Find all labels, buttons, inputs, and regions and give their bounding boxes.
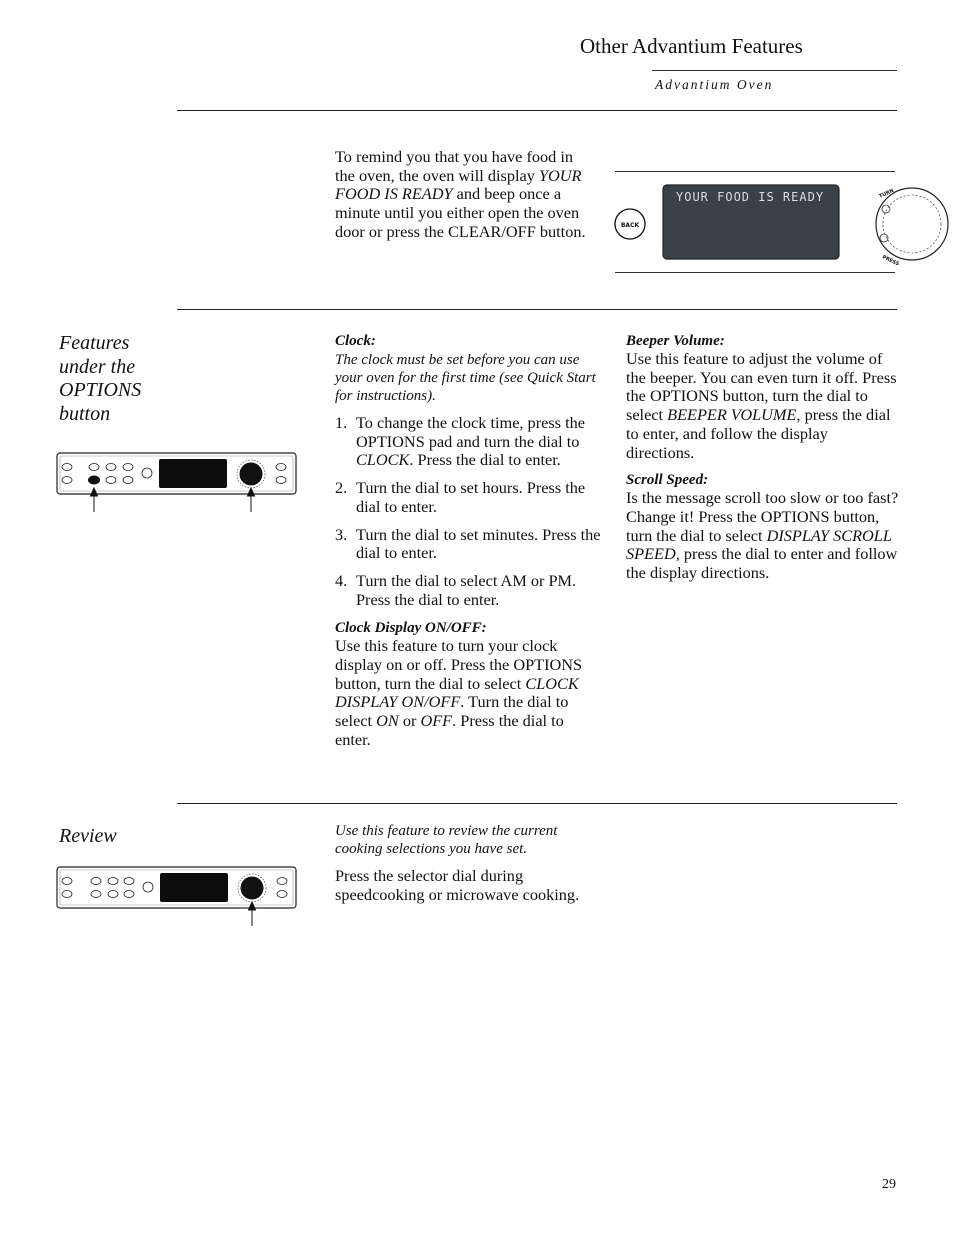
svg-text:TURN: TURN <box>878 187 895 200</box>
clock-display-text: Use this feature to turn your clock display on or off. Press the OPTIONS button, turn the dial to select CLOCK DISPLAY ON/OFF. Turn the dial to select ON or OFF. Press the dial to enter. <box>335 636 583 749</box>
review-text: Press the selector dial during speedcooking or microwave cooking. <box>335 866 580 904</box>
clock-note: The clock must be set before you can use your oven for the first time (see Quick Start for instructions). <box>335 352 596 404</box>
beeper-column <box>626 332 900 583</box>
selector-dial-icon <box>876 188 948 268</box>
review-column <box>335 822 597 904</box>
section-rule-3 <box>177 803 897 804</box>
list-item: 4. Turn the dial to select AM or PM. Press the dial to enter. <box>335 570 577 609</box>
svg-text:PRESS: PRESS <box>881 254 900 268</box>
display-illustration <box>612 176 900 268</box>
review-note: Use this feature to review the current cooking selections you have set. <box>335 823 558 857</box>
list-item: 2. Turn the dial to set hours. Press the dial to enter. <box>335 478 586 516</box>
reminder-text: To remind you that you have food in the oven, the oven will display YOUR FOOD IS READY and beep once a minute until you either open the oven door or press the CLEAR/OFF button. <box>335 147 586 241</box>
section-rule-2 <box>177 309 897 310</box>
clock-title: Clock: <box>335 333 376 349</box>
scroll-text: Is the message scroll too slow or too fast? Change it! Press the OPTIONS button, turn the dial to select DISPLAY SCROLL SPEED, press the dial to enter and follow the display directions. <box>626 488 899 583</box>
panel-display-icon <box>159 459 227 488</box>
control-panel-review-illustration <box>56 866 298 928</box>
section-rule-1 <box>177 110 897 111</box>
list-item: 3. Turn the dial to set minutes. Press the dial to enter. <box>335 524 601 563</box>
clock-column <box>335 332 603 750</box>
scroll-title: Scroll Speed: <box>626 472 709 489</box>
list-item: 1. To change the clock time, press the OPTIONS pad and turn the dial to CLOCK. Press the dial to enter. <box>335 413 585 470</box>
page-title: Other Advantium Features <box>580 34 803 58</box>
options-heading: Features under the OPTIONS button <box>59 332 142 425</box>
options-pad-icon <box>88 476 100 485</box>
panel-display-icon <box>160 873 228 902</box>
page-number: 29 <box>882 1177 896 1192</box>
beeper-text: Use this feature to adjust the volume of the beeper. You can even turn it off. Press the OPTIONS button, turn the dial to select BEEPER VOLUME, press the dial to enter, and follow the display directions. <box>626 349 897 462</box>
back-button-icon <box>615 209 645 239</box>
page-subtitle: Advantium Oven <box>655 77 774 92</box>
beeper-title: Beeper Volume: <box>626 333 725 349</box>
header-rule-short <box>652 70 897 71</box>
control-panel-options-illustration <box>56 452 298 514</box>
clock-display-title: Clock Display ON/OFF: <box>335 620 487 637</box>
display-illustration-top-rule <box>615 171 895 172</box>
display-illustration-bottom-rule <box>615 272 895 273</box>
lcd-display-text: YOUR FOOD IS READY <box>676 190 825 204</box>
clock-steps <box>335 414 603 609</box>
review-heading: Review <box>59 825 117 847</box>
svg-text:BACK: BACK <box>620 222 640 229</box>
